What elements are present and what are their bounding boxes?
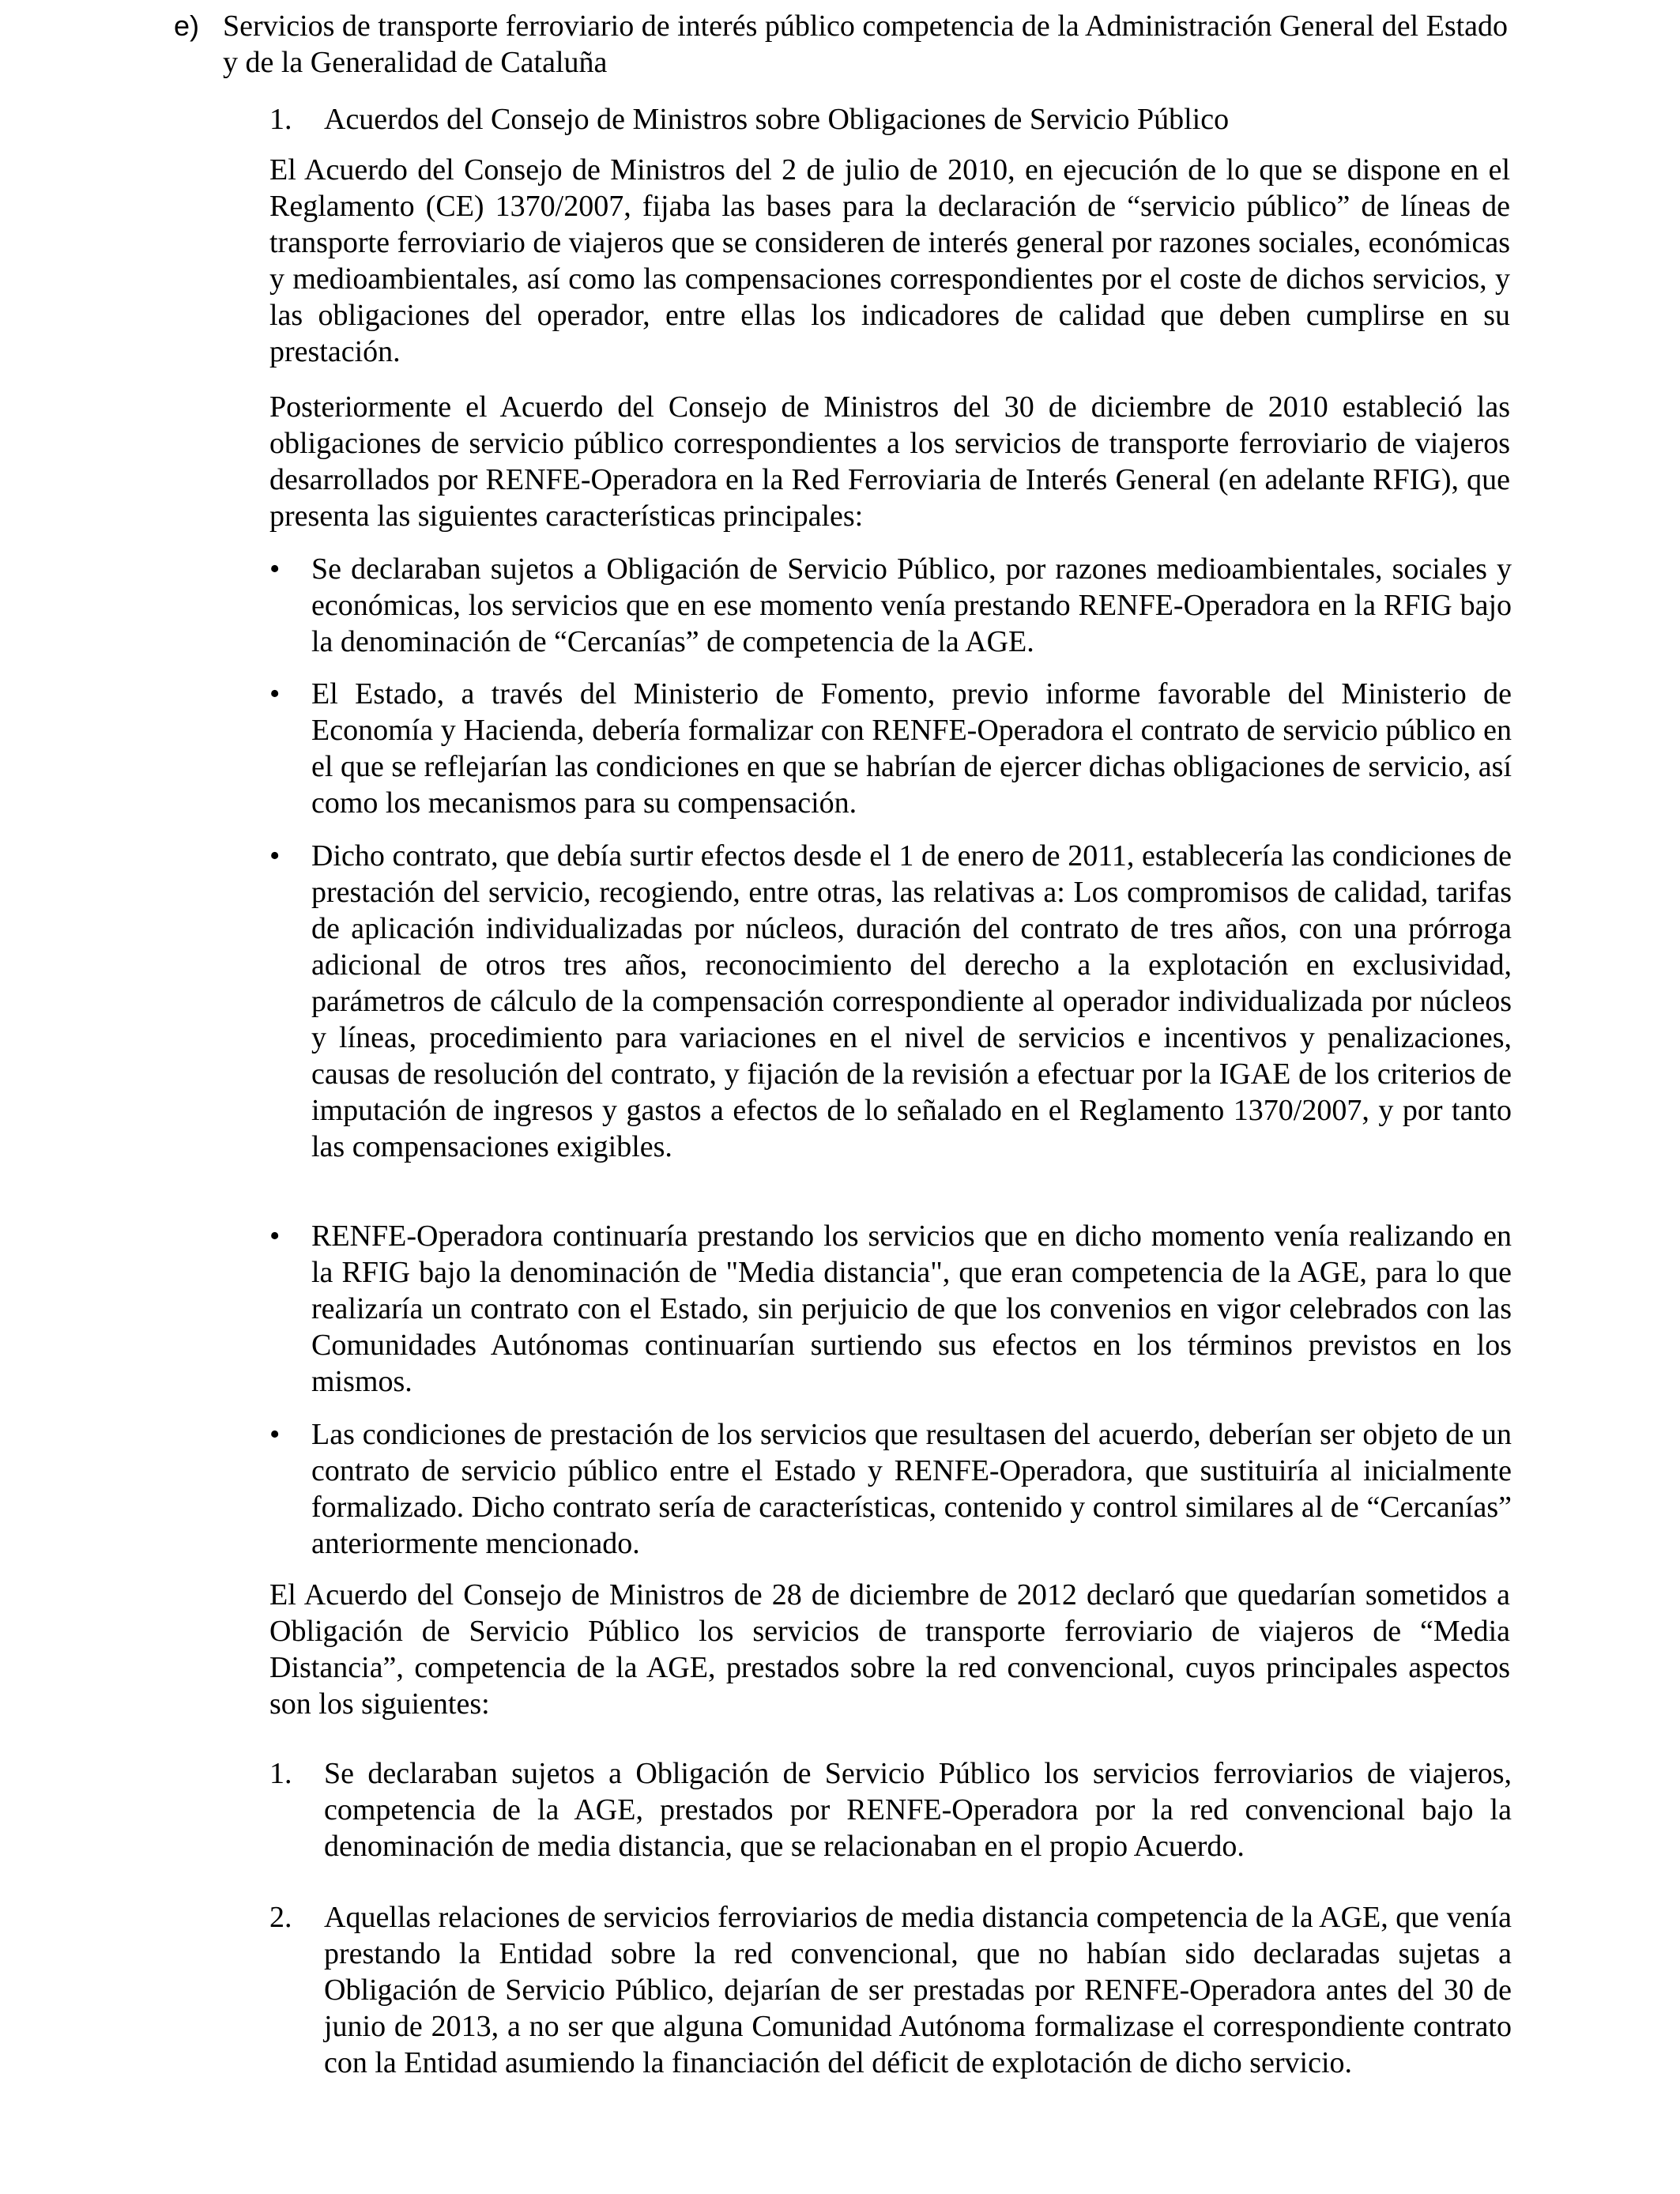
paragraph-acuerdo-2012: El Acuerdo del Consejo de Ministros de 28 de diciembre de 2012 declaró que quedarían sometidos a Obligación de Servicio Público los servicios de transporte ferroviario de viajeros de “Media Distancia”, competencia de la AGE, prestados sobre la red convencional, cuyos principales aspectos son los siguientes:: [269, 1578, 1510, 1721]
bullet-item: [269, 1218, 1512, 1400]
bullet-text: Dicho contrato, que debía surtir efectos desde el 1 de enero de 2011, establecería las condiciones de prestación del servicio, recogiendo, entre otras, las relativas a: Los compromisos de calidad, tarifas de aplicación individualizadas por núcleos, duración del contrato de tres años, con una prórroga adicional de otros tres años, reconocimiento del derecho a la explotación en exclusividad, parámetros de cálculo de la compensación correspondiente al operador individualizada por núcleos y líneas, procedimiento para variaciones en el nivel de servicios e incentivos y penalizaciones, causas de resolución del contrato, y fijación de la revisión a efectuar por la IGAE de los criterios de imputación de ingresos y gastos a efectos de lo señalado en el Reglamento 1370/2007, y por tanto las compensaciones exigibles.: [311, 839, 1512, 1163]
bullet-item: [269, 676, 1512, 821]
subsection-1-marker: 1.: [269, 103, 292, 136]
section-e-heading: [174, 8, 1517, 81]
numbered-item-marker: 1.: [269, 1757, 292, 1790]
bullet-symbol: •: [269, 1418, 281, 1451]
bullet-text: Se declaraban sujetos a Obligación de Servicio Público, por razones medioambientales, sociales y económicas, los servicios que en ese momento venía prestando RENFE-Operadora en la RFIG bajo la denominación de “Cercanías” de competencia de la AGE.: [311, 552, 1512, 658]
bullet-text: Las condiciones de prestación de los servicios que resultasen del acuerdo, deberían ser objeto de un contrato de servicio público entre el Estado y RENFE-Operadora, que sustituiría al inicialmente formalizado. Dicho contrato sería de características, contenido y control similares al de “Cercanías” anteriormente mencionado.: [311, 1418, 1512, 1560]
bullet-item: [269, 1416, 1512, 1562]
bullet-text: RENFE-Operadora continuaría prestando los servicios que en dicho momento venía realizando en la RFIG bajo la denominación de "Media distancia", que eran competencia de la AGE, para lo que realizaría un contrato con el Estado, sin perjuicio de que los convenios en vigor celebrados con las Comunidades Autónomas continuarían surtiendo sus efectos en los términos previstos en los mismos.: [311, 1220, 1512, 1398]
numbered-item-marker: 2.: [269, 1901, 292, 1934]
numbered-item-text: Se declaraban sujetos a Obligación de Servicio Público los servicios ferroviarios de viajeros, competencia de la AGE, prestados por RENFE-Operadora por la red convencional bajo la denominación de media distancia, que se relacionaban en el propio Acuerdo.: [324, 1757, 1512, 1863]
section-e-marker: e): [174, 9, 200, 42]
bullet-symbol: •: [269, 839, 281, 873]
numbered-item: [269, 1899, 1512, 2081]
section-e-title: Servicios de transporte ferroviario de interés público competencia de la Administración General del Estado y de la Generalidad de Cataluña: [223, 9, 1509, 79]
bullet-symbol: •: [269, 1220, 281, 1253]
numbered-item: [269, 1755, 1512, 1864]
bullet-symbol: •: [269, 552, 281, 586]
subsection-1-title: Acuerdos del Consejo de Ministros sobre Obligaciones de Servicio Público: [324, 103, 1230, 136]
paragraph-acuerdo-2010-julio: El Acuerdo del Consejo de Ministros del 2 de julio de 2010, en ejecución de lo que se dispone en el Reglamento (CE) 1370/2007, fijaba las bases para la declaración de “servicio público” de líneas de transporte ferroviario de viajeros que se consideren de interés general por razones sociales, económicas y medioambientales, así como las compensaciones correspondientes por el coste de dichos servicios, y las obligaciones del operador, entre ellas los indicadores de calidad que deben cumplirse en su prestación.: [269, 153, 1511, 368]
bullet-item: [269, 551, 1512, 660]
paragraph-acuerdo-2010-diciembre: Posteriormente el Acuerdo del Consejo de Ministros del 30 de diciembre de 2010 estableció las obligaciones de servicio público correspondientes a los servicios de transporte ferroviario de viajeros desarrollados por RENFE-Operadora en la Red Ferroviaria de Interés General (en adelante RFIG), que presenta las siguientes características principales:: [269, 390, 1510, 533]
bullet-item: [269, 838, 1512, 1165]
bullet-symbol: •: [269, 677, 281, 711]
numbered-item-text: Aquellas relaciones de servicios ferroviarios de media distancia competencia de la AGE, que venía prestando la Entidad sobre la red convencional, que no habían sido declaradas sujetas a Obligación de Servicio Público, dejarían de ser prestadas por RENFE-Operadora antes del 30 de junio de 2013, a no ser que alguna Comunidad Autónoma formalizase el correspondiente contrato con la Entidad asumiendo la financiación del déficit de explotación de dicho servicio.: [324, 1901, 1512, 2079]
subsection-1-heading: [269, 101, 1518, 138]
bullet-text: El Estado, a través del Ministerio de Fomento, previo informe favorable del Ministerio de Economía y Hacienda, debería formalizar con RENFE-Operadora el contrato de servicio público en el que se reflejarían las condiciones en que se habrían de ejercer dichas obligaciones de servicio, así como los mecanismos para su compensación.: [311, 677, 1512, 820]
